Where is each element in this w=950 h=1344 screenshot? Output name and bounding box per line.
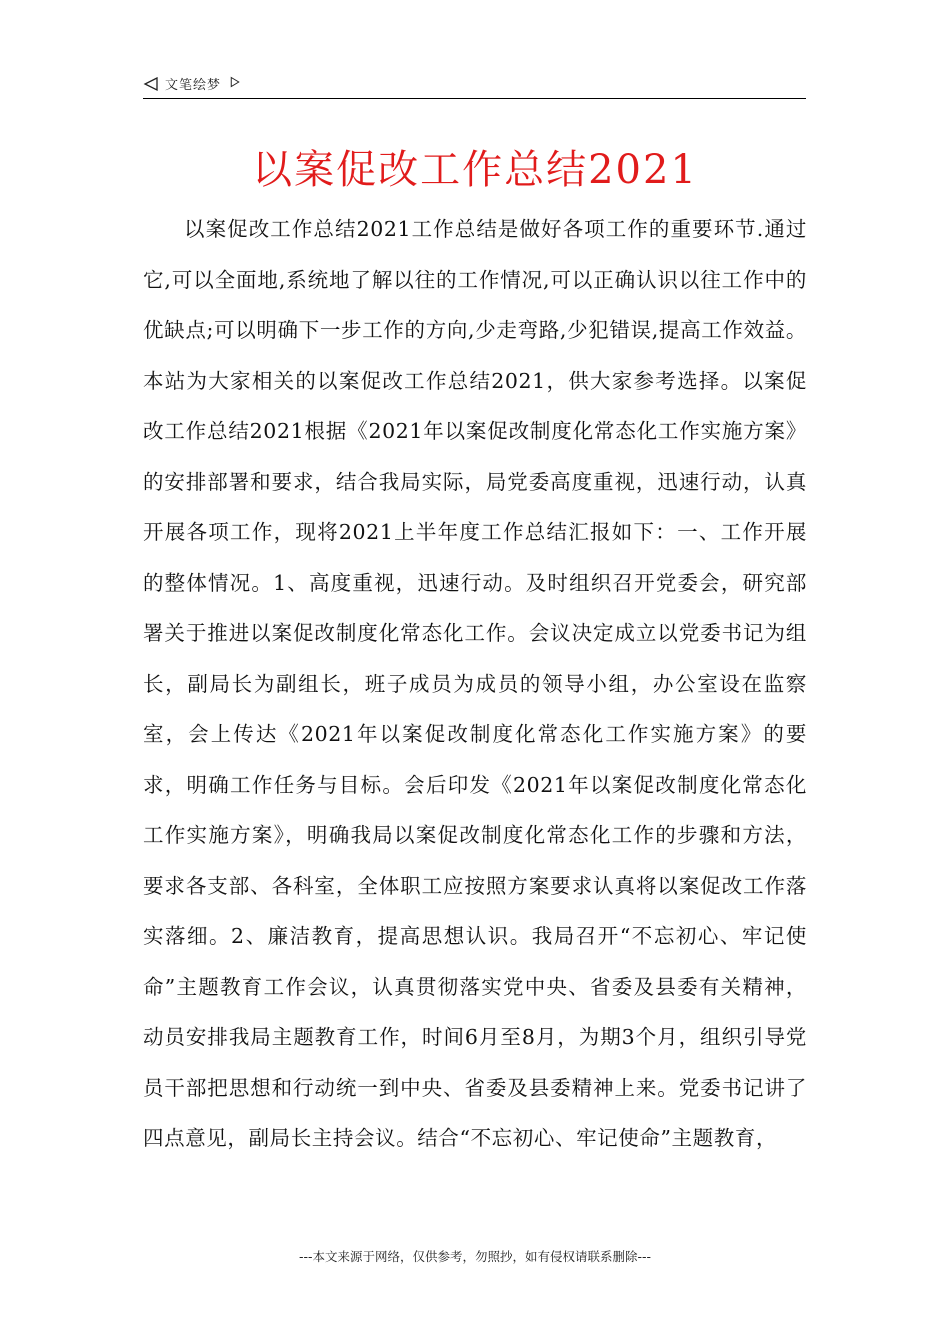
- triangle-left-outline-icon: [143, 76, 159, 92]
- document-body: 以案促改工作总结2021工作总结是做好各项工作的重要环节.通过它,可以全面地,系统地了解以往的工作情况,可以正确认识以往工作中的优缺点;可以明确下一步工作的方向,少走弯路,少犯错误,提高工作效益。本站为大家相关的以案促改工作总结2021，供大家参考选择。以案促改工作总结2021根据《2021年以案促改制度化常态化工作实施方案》的安排部署和要求，结合我局实际，局党委高度重视，迅速行动，认真开展各项工作，现将2021上半年度工作总结汇报如下：一、工作开展的整体情况。1、高度重视，迅速行动。及时组织召开党委会，研究部署关于推进以案促改制度化常态化工作。会议决定成立以党委书记为组长，副局长为副组长，班子成员为成员的领导小组，办公室设在监察室，会上传达《2021年以案促改制度化常态化工作实施方案》的要求，明确工作任务与目标。会后印发《2021年以案促改制度化常态化工作实施方案》，明确我局以案促改制度化常态化工作的步骤和方法，要求各支部、各科室，全体职工应按照方案要求认真将以案促改工作落实落细。2、廉洁教育，提高思想认识。我局召开“不忘初心、牢记使命”主题教育工作会议，认真贯彻落实党中央、省委及县委有关精神，动员安排我局主题教育工作，时间6月至8月，为期3个月，组织引导党员干部把思想和行动统一到中央、省委及县委精神上来。党委书记讲了四点意见，副局长主持会议。结合“不忘初心、牢记使命”主题教育，: [143, 217, 807, 1150]
- header-brand-group: [143, 74, 241, 93]
- footer-notice: ---本文来源于网络，仅供参考，勿照抄，如有侵权请联系删除---: [298, 1249, 652, 1264]
- document-title: 以案促改工作总结2021: [252, 147, 698, 193]
- triangle-right-outline-icon: [229, 76, 241, 88]
- page-header: [143, 72, 806, 99]
- header-brand: 文笔绘梦: [165, 78, 222, 93]
